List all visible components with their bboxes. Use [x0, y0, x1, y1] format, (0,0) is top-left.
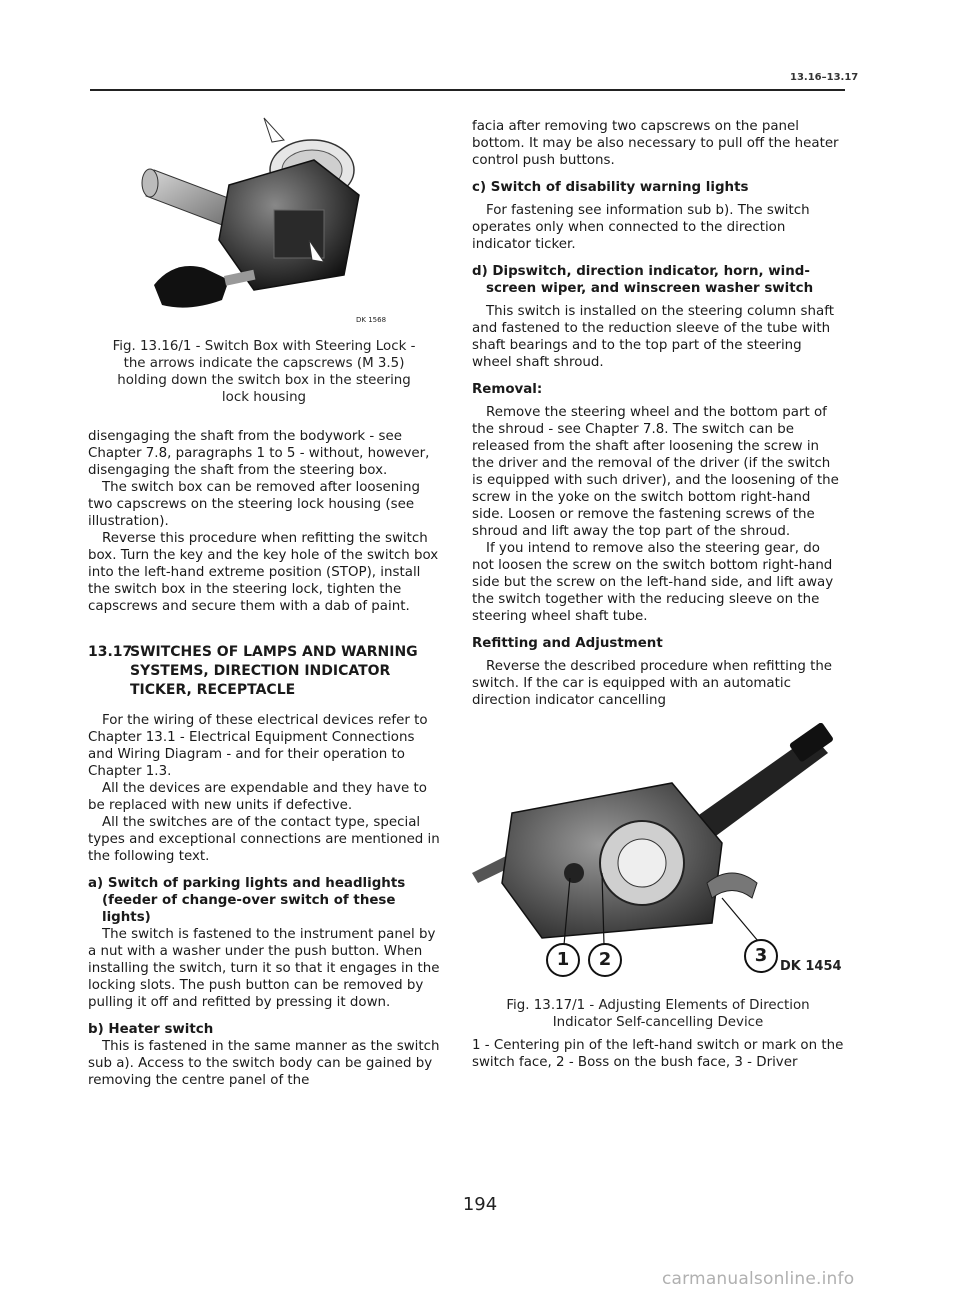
subheading-line: d) Dipswitch, direction indicator, horn, wind- [472, 264, 810, 279]
paragraph: disengaging the shaft from the bodywork - see Chapter 7.8, paragraphs 1 to 5 - without, however, disengaging the shaft from the steering box. [88, 429, 430, 478]
subheading-a [88, 875, 440, 926]
paragraph: facia after removing two capscrews on the panel bottom. It may be also necessary to pull off the heater control push buttons. [472, 119, 839, 168]
direction-switch-illustration [472, 723, 844, 983]
paragraph: All the switches are of the contact type, special types and exceptional connections are mentioned in the following text. [88, 815, 440, 864]
right-column [472, 118, 844, 1071]
section-number: 13.17 [88, 644, 133, 660]
subheading-b: b) Heater switch [88, 1022, 214, 1037]
paragraph: All the devices are expendable and they have to be replaced with new units if defective. [88, 781, 427, 813]
paragraph: Reverse the described procedure when refitting the switch. If the car is equipped with an automatic direction indicator cancelling [472, 659, 833, 708]
figure-switch-image [472, 723, 844, 983]
callout-2: 2 [588, 943, 622, 977]
paragraph: The switch is fastened to the instrument panel by a nut with a washer under the push button. When installing the switch, turn it so that it engages in the locking slots. The push button can be removed by pulling it off and refitted by pressing it down. [88, 927, 440, 1010]
paragraph: If you intend to remove also the steering gear, do not loosen the screw on the switch bottom right-hand side but the screw on the left-hand side, and lift away the switch together with the reducing sleeve on the steering wheel shaft tube. [472, 541, 834, 624]
subheading-removal: Removal: [472, 382, 543, 397]
figure-switch-box-image [134, 100, 394, 330]
subheading-refitting: Refitting and Adjustment [472, 636, 663, 651]
paragraph: This switch is installed on the steering column shaft and fastened to the reduction sleeve of the tube with shaft bearings and to the top part of the steering wheel shaft shroud. [472, 304, 834, 370]
paragraph: For fastening see information sub b). The switch operates only when connected to the direction indicator ticker. [472, 203, 810, 252]
subheading-line: a) Switch of parking lights and headlights [88, 876, 406, 891]
subheading-c: c) Switch of disability warning lights [472, 180, 749, 195]
figure-dk-label: DK 1568 [356, 316, 387, 324]
callout-3: 3 [744, 939, 778, 973]
switch-box-illustration [134, 100, 394, 330]
figure-dk-label: DK 1454 [780, 959, 842, 974]
figure-caption-13-16-1 [88, 338, 440, 406]
subheading-line: lights) [102, 910, 151, 925]
figure-caption-13-17-1 [472, 997, 844, 1031]
subheading-d [472, 263, 844, 297]
section-heading-13-17 [88, 643, 440, 700]
page-number: 194 [462, 1194, 498, 1215]
section-title-line: SWITCHES OF LAMPS AND WARNING [130, 644, 418, 660]
subheading-line: screen wiper, and winscreen washer switch [486, 281, 814, 296]
caption-line: Fig. 13.17/1 - Adjusting Elements of Direction [506, 998, 810, 1013]
left-column [88, 100, 440, 1089]
section-title-line: TICKER, RECEPTACLE [130, 682, 296, 698]
paragraph: Remove the steering wheel and the bottom part of the shroud - see Chapter 7.8. The switch can be released from the shaft after loosening the screw in the driver and the removal of the driver (if the switch is equipped with such driver), and the loosening of the screw in the yoke on the switch bottom right-hand side. Loosen or remove the fastening screws of the shroud and lift away the top part of the shroud. [472, 405, 839, 539]
callout-1: 1 [546, 943, 580, 977]
figure-legend: 1 - Centering pin of the left-hand switch or mark on the switch face, 2 - Boss on the bush face, 3 - Driver [472, 1038, 844, 1070]
section-title-line: SYSTEMS, DIRECTION INDICATOR [130, 663, 391, 679]
caption-line: the arrows indicate the capscrews (M 3.5) [123, 356, 405, 371]
paragraph: Reverse this procedure when refitting the switch box. Turn the key and the key hole of the switch box into the left-hand extreme position (STOP), install the switch box in the steering lock, tighten the capscrews and secure them with a dab of paint. [88, 531, 439, 614]
caption-line: lock housing [221, 390, 307, 405]
watermark-text: carmanualsonline.info [662, 1269, 855, 1289]
paragraph: This is fastened in the same manner as the switch sub a). Access to the switch body can be gained by removing the centre panel of the [88, 1039, 440, 1088]
paragraph: The switch box can be removed after loosening two capscrews on the steering lock housing (see illustration). [88, 480, 420, 529]
caption-line: Indicator Self-cancelling Device [552, 1015, 764, 1030]
header-rule [90, 89, 845, 91]
caption-line: holding down the switch box in the steering [117, 373, 411, 388]
page-range-header: 13.16–13.17 [790, 72, 859, 83]
paragraph: For the wiring of these electrical devices refer to Chapter 13.1 - Electrical Equipment Connections and Wiring Diagram - and for their operation to Chapter 1.3. [88, 713, 428, 779]
subheading-line: (feeder of change-over switch of these [102, 893, 396, 908]
caption-line: Fig. 13.16/1 - Switch Box with Steering Lock - [112, 339, 416, 354]
